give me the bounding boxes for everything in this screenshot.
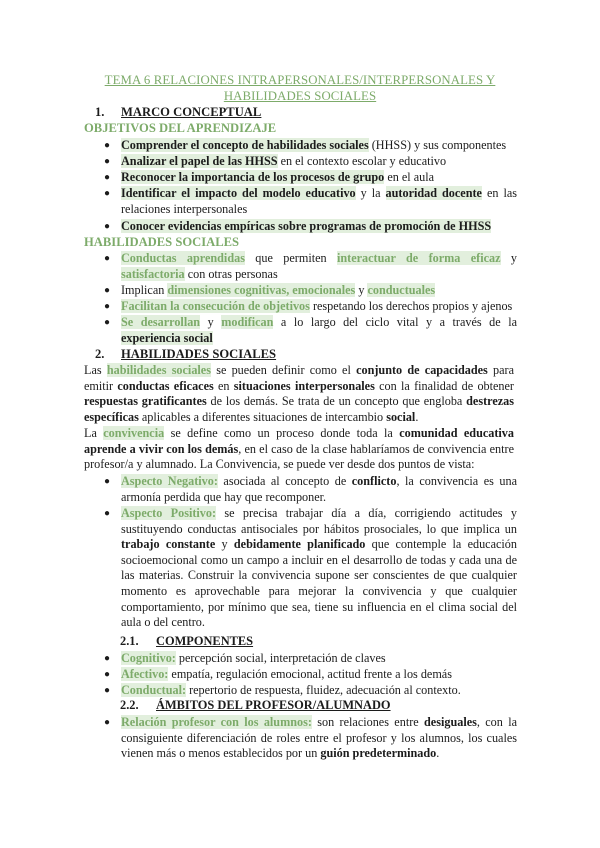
objetivos-heading: OBJETIVOS DEL APRENDIZAJE: [84, 121, 277, 135]
habilidades-heading: HABILIDADES SOCIALES: [84, 235, 240, 249]
section-1-heading: 1. MARCO CONCEPTUAL: [95, 105, 262, 119]
section-2-heading: 2. HABILIDADES SOCIALES: [95, 347, 277, 361]
definition-paragraph: Las habilidades sociales se pueden definir como el conjunto de capacidades para emitir conductas eficaces en situaciones interpersonales con la finalidad de obtener respuestas gratificantes de los demás. Se trata de un concepto que engloba destrezas específicas aplicables a diferentes situaciones de intercambio social.: [84, 363, 514, 424]
title-line-2: HABILIDADES SOCIALES: [223, 88, 377, 103]
document-page: TEMA 6 RELACIONES INTRAPERSONALES/INTERPERSONALES Y HABILIDADES SOCIALES 1. MARCO CONCEPTUAL OBJETIVOS DEL APRENDIZAJE ● Comprender el concepto de habilidades sociales (HHSS) y sus componentes ● Analizar el papel de las HHSS en el contexto escolar y educativo ● Reconocer la importancia de los procesos de grupo en el aula ● Identificar el impacto del modelo educativo y la autoridad docente en las relaciones interpersonales ● Conocer evidencias empíricas sobre programas de promoción de HHSS HABILIDADES SOCIALES ● Conductas aprendidas que permiten interactuar de forma eficaz y satisfactoria con otras personas ● Implican dimensiones cognitivas, emocionales y conductuales ● Facilitan la consecución de objetivos respetando los derechos propios y ajenos ● Se desarrollan y modifican a lo largo del ciclo vital y a través de la experiencia social 2. HABILIDADES SOCIALES Las habilidades sociales se pueden definir como el conjunto de capacidades para emitir conductas eficaces en situaciones interpersonales con la finalidad de obtener respuestas gratificantes de los demás. Se trata de un concepto que engloba destrezas específicas aplicables a diferentes situaciones de intercambio social. La convivencia se define como un proceso donde toda la comunidad educativa aprende a vivir con los demás, en el caso de la clase hablaríamos de convivencia entre profesor/a y alumnado. La Convivencia, se puede ver desde dos puntos de vista: ● Aspecto Negativo: asociada al concepto de conflicto, la convivencia es una armonía perdida que hay que recomponer. ● Aspecto Positivo: se precisa trabajar día a día, corrigiendo actitudes y sustituyendo conductas antisociales por hábitos prosociales, lo que implica un trabajo constante y debidamente planificado que contemple la educación socioemocional como un campo a incluir en el desarrollo de todas y cada una de las materias. Construir la convivencia supone ser conscientes de que cualquier momento es aprovechable para mejorar la convivencia y que cualquier comportamiento, por mínimo que sea, tiene su influencia en el clima social del aula o del centro. 2.1. COMPONENTES ● Cognitivo: percepción social, interpretación de claves ● Afectivo: empatía, regulación emocional, actitud frente a los demás ● Conductual: repertorio de respuesta, fluidez, adecuación al contexto. 2.2. ÁMBITOS DEL PROFESOR/ALUMNADO ● Relación profesor con los alumnos: son relaciones entre desiguales, con la consiguiente diferenciación de roles entre el profesor y los alumnos, los cuales vienen más o menos establecidos por un guión predeterminado.: [0, 0, 600, 848]
subsection-2-2-heading: 2.2. ÁMBITOS DEL PROFESOR/ALUMNADO: [120, 698, 391, 712]
subsection-2-1-heading: 2.1. COMPONENTES: [120, 634, 254, 648]
convivencia-paragraph: La convivencia se define como un proceso donde toda la comunidad educativa aprende a vivir con los demás, en el caso de la clase hablaríamos de convivencia entre profesor/a y alumnado. La Convivencia, se puede ver desde dos puntos de vista:: [84, 426, 514, 472]
document-title: [80, 73, 520, 104]
title-line-1: TEMA 6 RELACIONES INTRAPERSONALES/INTERPERSONALES Y: [104, 73, 496, 87]
